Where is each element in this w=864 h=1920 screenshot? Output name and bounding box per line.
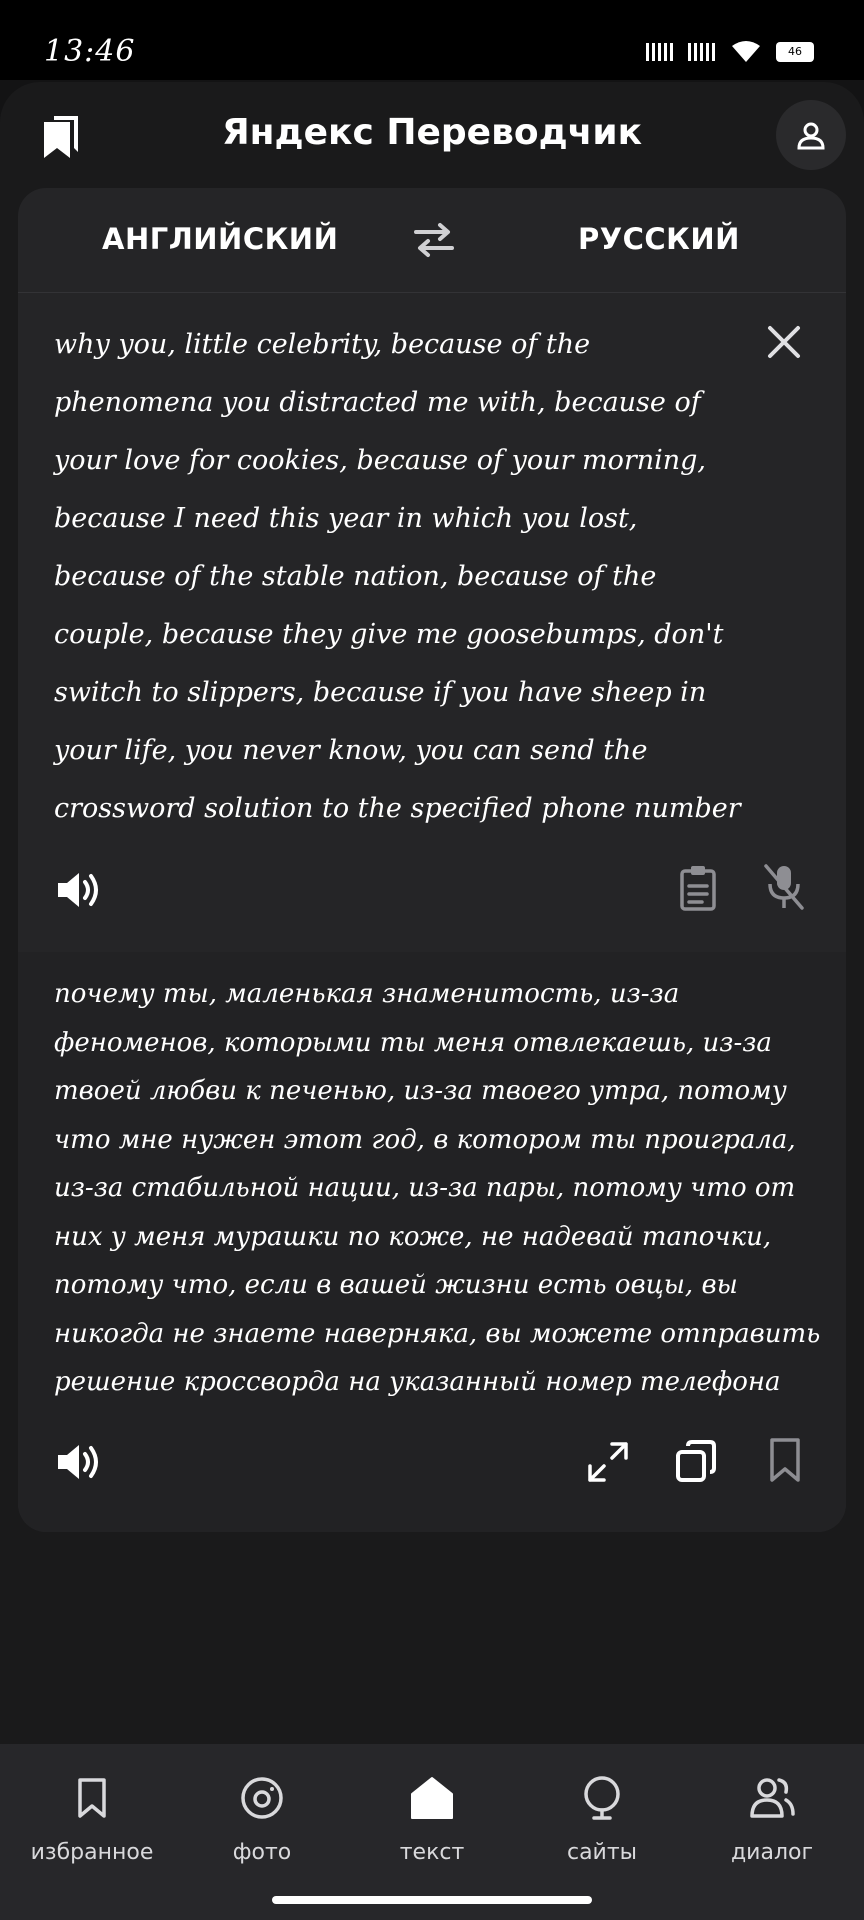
status-bar [0,0,864,80]
status-icons [646,40,814,64]
nav-item-dialog[interactable] [686,1744,858,1920]
page-title: Яндекс Переводчик [221,112,643,153]
speaker-icon [54,868,102,912]
translator-card [18,188,846,1532]
nav-label: избранное [30,1840,154,1865]
battery-level: 46 [788,45,802,58]
microphone-button[interactable] [762,862,806,912]
profile-button[interactable] [776,100,846,170]
clipboard-icon [678,864,718,912]
nav-label: сайты [566,1840,638,1865]
nav-label: фото [232,1840,292,1865]
bottom-navigation [0,1744,864,1920]
camera-icon [238,1774,286,1822]
translation-area [18,952,846,1532]
translation-speak-button[interactable] [54,1440,102,1484]
battery-icon [776,42,814,62]
signal-icon [646,41,674,63]
nav-item-text[interactable] [346,1744,518,1920]
source-speak-button[interactable] [54,868,102,912]
source-text-input[interactable]: why you, little celebrity, because of the phenomena you distracted me with, because of your love for cookies, because of your morning, because I need this year in which you lost, because of the stable nation, because of the couple, because they give me goosebumps, don't switch to slippers, because if you have sheep in your life, you never know, you can send the crossword solution to the specified phone number [54,329,741,824]
signal-icon-2 [688,41,716,63]
expand-icon [586,1440,630,1484]
translation-text: почему ты, маленькая знаменитость, из-за феноменов, которыми ты меня отвлекаешь, из-за твоей любви к печенью, из-за твоего утра, потому что мне нужен этот год, в котором ты проиграла, из-за стабильной нации, из-за пары, потому что от них у меня мурашки по коже, не надевай тапочки, потому что, если в вашей жизни есть овцы, вы никогда не знаете наверняка, вы можете отправить решение кроссворда на указанный номер телефона [54,979,821,1397]
source-language[interactable]: АНГЛИЙСКИЙ [102,222,339,256]
nav-label: текст [399,1840,465,1865]
nav-label: диалог [730,1840,814,1865]
nav-item-sites[interactable] [516,1744,688,1920]
globe-icon [578,1774,626,1822]
divider [18,292,846,293]
people-icon [748,1774,796,1822]
bookmark-icon [68,1774,116,1822]
wifi-icon [730,40,762,64]
swap-languages-button[interactable] [412,220,456,260]
home-indicator[interactable] [272,1896,592,1904]
nav-item-photo[interactable] [176,1744,348,1920]
nav-item-favorites[interactable] [6,1744,178,1920]
status-time: 13:46 [44,34,136,69]
user-icon [796,120,826,150]
microphone-off-icon [762,862,806,912]
speaker-icon [54,1440,102,1484]
text-icon [408,1774,456,1822]
swap-icon [412,220,456,260]
save-to-favorites-button[interactable] [768,1436,802,1484]
language-selector [18,188,846,292]
target-language[interactable]: РУССКИЙ [578,222,740,256]
bookmark-icon [768,1436,802,1484]
copy-button[interactable] [674,1438,718,1484]
fullscreen-button[interactable] [586,1440,630,1484]
close-icon [764,322,804,362]
clear-button[interactable] [764,322,804,362]
copy-icon [674,1438,718,1484]
paste-button[interactable] [678,864,718,912]
